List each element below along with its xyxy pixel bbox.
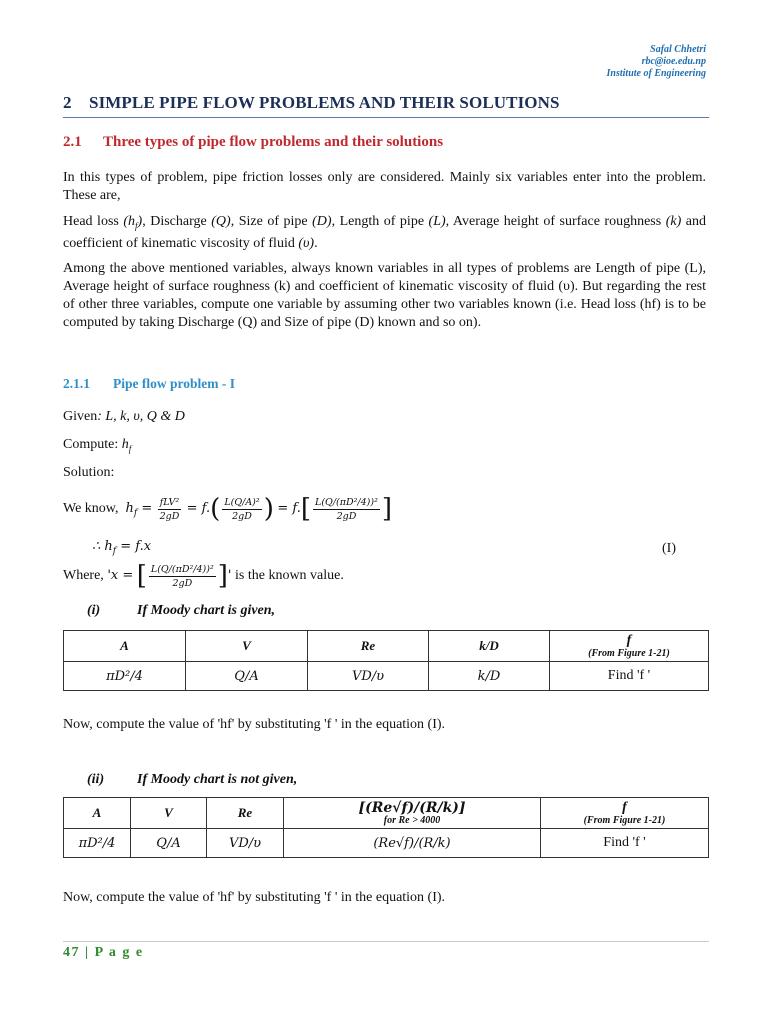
compute-line: Compute: $h_f$ bbox=[63, 437, 132, 454]
section-number: 2.1 bbox=[63, 134, 82, 150]
table-header-row: A V Re k/D f (From Figure 1-21) bbox=[64, 631, 709, 662]
chapter-title: SIMPLE PIPE FLOW PROBLEMS AND THEIR SOLUTIONS bbox=[89, 93, 560, 112]
subsection-number: 2.1.1 bbox=[63, 376, 90, 391]
chapter-heading bbox=[63, 93, 709, 113]
given-line: Given: L, k, υ, Q & D bbox=[63, 409, 185, 424]
where-line: Where, 'x = [ $\frac{\text{L(Q/(πD²/4))²}}{2gD}$ ]' is the known value. bbox=[63, 561, 344, 591]
table-row: πD²/4 Q/A VD/υ (Re√f)/(R/k) Find 'f ' bbox=[64, 829, 709, 858]
author-block bbox=[607, 44, 706, 80]
author-institute: Institute of Engineering bbox=[606, 68, 706, 79]
now-text-2: Now, compute the value of 'hf' by substituting 'f ' in the equation (I). bbox=[63, 890, 446, 905]
table-moody-given bbox=[63, 630, 709, 691]
case-2-heading: (ii) If Moody chart is not given, bbox=[87, 772, 298, 787]
subsection-heading bbox=[63, 376, 235, 392]
now-text-1: Now, compute the value of 'hf' by substituting 'f ' in the equation (I). bbox=[63, 717, 446, 732]
chapter-rule bbox=[63, 117, 709, 118]
table-header-row: A V Re [(Re√f)/(R/k)] for Re > 4000 f (From Figure 1-21) bbox=[64, 798, 709, 829]
solution-label: Solution: bbox=[63, 465, 115, 480]
section-heading bbox=[63, 134, 443, 151]
equation-number: (I) bbox=[662, 541, 676, 556]
page-number: 47 bbox=[63, 945, 80, 960]
paragraph-2: Head loss $(h_f)$, Discharge (Q), Size of pipe (D), Length of pipe (L), Average height of surface roughness (k) and coefficient of kinematic viscosity of fluid (υ). bbox=[63, 214, 706, 251]
footer-rule bbox=[63, 941, 709, 942]
author-email: rbc@ioe.edu.np bbox=[641, 56, 706, 67]
table-moody-not-given bbox=[63, 797, 709, 858]
author-name: Safal Chhetri bbox=[650, 44, 706, 55]
table-row: πD²/4 Q/A VD/υ k/D Find 'f ' bbox=[64, 662, 709, 691]
page-footer: 47 | P a g e bbox=[63, 945, 144, 960]
subsection-title: Pipe flow problem - I bbox=[113, 376, 235, 391]
given-vars: : L, k, υ, Q & D bbox=[97, 409, 185, 424]
section-title: Three types of pipe flow problems and their solutions bbox=[103, 134, 444, 150]
paragraph-3: Among the above mentioned variables, always known variables in all types of problems are Length of pipe (L), Average height of surface roughness (k) and coefficient of kinematic viscosity of fluid (υ). But regarding the rest of other three variables, compute one variable by assuming other two variables known (i.e. Head loss (hf) is to be computed by taking Discharge (Q) and Size of pipe (D) known and so on). bbox=[63, 261, 706, 330]
therefore-equation: ∴ $h_f = f.x$ bbox=[92, 539, 152, 557]
we-know-equation: We know, $h_f$ = $\frac{\text{fLV²}}{2gD}$ = f.( $\frac{\text{L(Q/A)²}}{2gD}$ ) = f.[ $\frac{\text{L(Q/(πD²/4))²}}{2gD}$ ] bbox=[63, 494, 393, 524]
paragraph-1: In this types of problem, pipe friction losses only are considered. Mainly six variables enter into the problem. These are, bbox=[63, 170, 706, 203]
case-1-heading: (i) If Moody chart is given, bbox=[87, 603, 276, 618]
chapter-number: 2 bbox=[63, 93, 72, 112]
